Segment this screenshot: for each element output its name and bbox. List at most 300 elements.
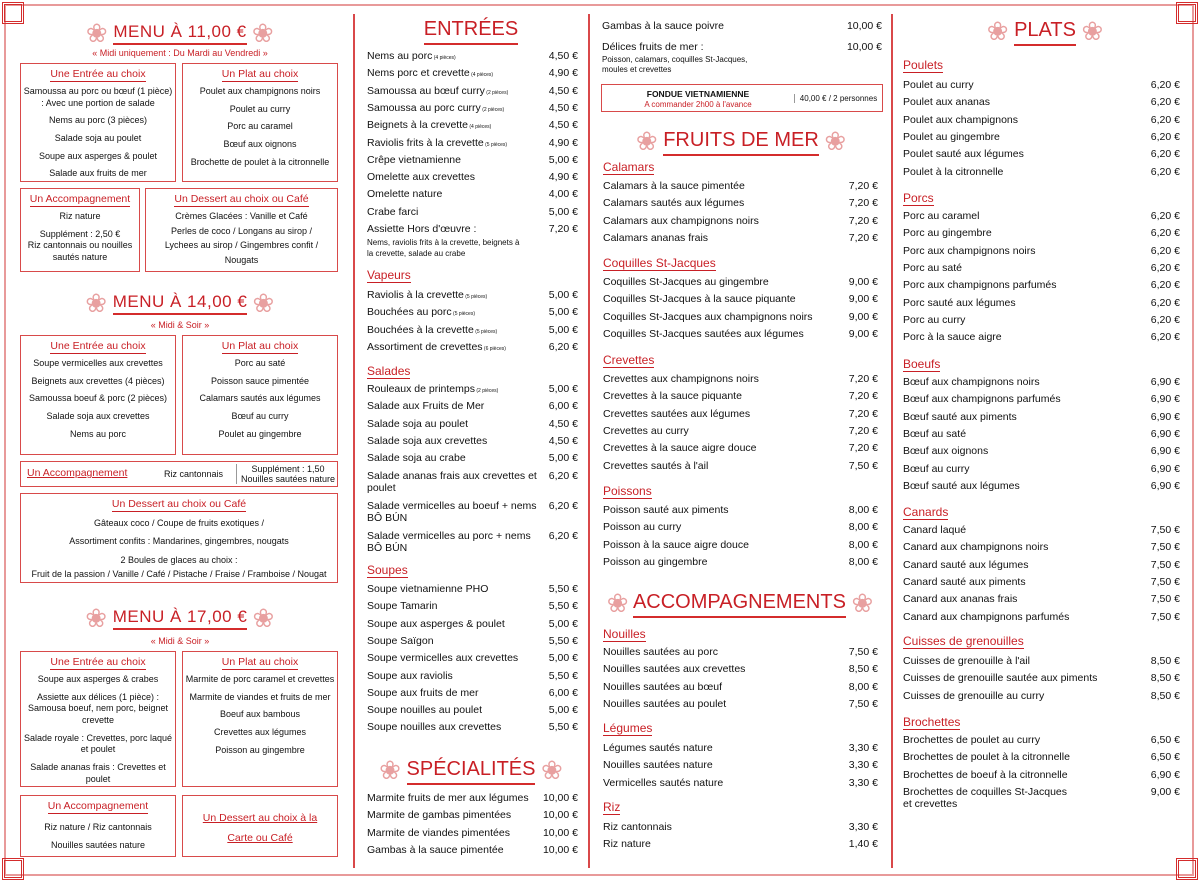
item-price: 7,20 € — [848, 214, 878, 227]
item-name: Bœuf sauté aux légumes — [903, 479, 1020, 492]
item-price: 6,20 € — [1150, 313, 1180, 326]
menu-item: 2 Boules de glaces au choix : — [120, 555, 238, 566]
item-name: Bœuf sauté aux piments — [903, 410, 1017, 423]
plats-title: ❀ PLATS ❀ — [986, 16, 1104, 46]
box-title: Un Accompagnement — [27, 467, 128, 479]
menu-item: Poulet au curry — [229, 103, 291, 114]
item-name: Calamars sautés aux légumes — [603, 197, 745, 210]
item-price: 6,20 € — [548, 500, 578, 512]
item-name: Samoussa au porc curry (2 pièces) — [367, 101, 505, 114]
menu17-subtitle: « Midi & Soir » — [150, 636, 210, 646]
item-name: Salade vermicelles au boeuf + nems BÔ BÚN — [367, 500, 537, 524]
item-name: Nems porc et crevette (4 pièces) — [367, 67, 494, 80]
item-name: Raviolis frits à la crevette (5 pièces) — [367, 136, 508, 149]
item-name: Nouilles sautées au poulet — [603, 697, 727, 710]
menu-item: Porc au caramel — [227, 121, 293, 132]
item-price: 6,20 € — [548, 530, 578, 542]
item-price: 6,90 € — [1150, 410, 1180, 423]
menu11-title: ❀ MENU À 11,00 € ❀ — [85, 18, 275, 48]
item-name: Soupe aux fruits de mer — [367, 686, 479, 699]
lotus-icon: ❀ — [251, 18, 275, 48]
item-price: 4,90 € — [548, 136, 578, 149]
item-name: Bœuf au saté — [903, 427, 967, 440]
menu-item: Calamars sautés aux légumes — [199, 393, 321, 404]
item-price: 6,20 € — [1150, 279, 1180, 292]
item-price: 6,20 € — [1150, 331, 1180, 344]
item-price: 7,20 € — [848, 180, 878, 192]
menu-item: Salade royale : Crevettes, porc laqué et poulet — [23, 732, 173, 755]
box-title: Un Dessert au choix ou Café — [111, 498, 247, 510]
box-title: Un Accompagnement — [29, 193, 131, 205]
box-title: Un Dessert au choix ou Café — [174, 193, 309, 205]
item-price: 8,50 € — [848, 663, 878, 676]
item-name: Riz cantonnais — [603, 821, 672, 833]
item-name: Canard sauté aux légumes — [903, 558, 1029, 571]
item-name: Soupe vermicelles aux crevettes — [367, 652, 519, 665]
menu11-entree-box — [20, 63, 176, 182]
item-name: Nems au porc (4 pièces) — [367, 50, 456, 62]
item-name: Salade ananas frais aux crevettes et poulet — [367, 470, 537, 494]
lotus-icon: ❀ — [85, 18, 109, 48]
assiette-description: Nems, raviolis frits à la crevette, beignets à la crevette, salade au crabe — [367, 238, 520, 258]
menu-item: Salade soja au poulet — [54, 133, 142, 144]
item-name: Bouchées au porc (5 pièces) — [367, 306, 475, 319]
fondue-title: FONDUE VIETNAMIENNE — [646, 89, 750, 99]
fruits-de-mer-title: ❀ FRUITS DE MER ❀ — [635, 126, 847, 156]
item-price: 6,20 € — [548, 340, 578, 353]
lotus-icon: ❀ — [379, 755, 401, 785]
menu-item: Bœuf aux oignons — [223, 139, 297, 150]
item-price: 4,00 € — [548, 188, 578, 201]
menu-item: Nougats — [224, 255, 259, 266]
item-quantity: (5 pièces) — [451, 311, 475, 318]
item-name: Bœuf aux champignons noirs — [903, 376, 1040, 388]
item-name: Brochettes de poulet au curry — [903, 734, 1041, 746]
item-price: 8,50 € — [1150, 655, 1180, 667]
item-price: 5,50 € — [548, 669, 578, 682]
menu11-plat-box — [182, 63, 338, 182]
box-title: Une Entrée au choix — [50, 656, 146, 668]
menu14-dessert-box — [20, 493, 338, 583]
item-name: Soupe nouilles aux crevettes — [367, 721, 502, 734]
item-quantity: (2 pièces) — [484, 89, 509, 96]
menu-item: Samoussa boeuf & porc (2 pièces) — [28, 393, 168, 404]
item-name: Bœuf aux champignons parfumés — [903, 393, 1061, 406]
item-price: 7,50 € — [1150, 558, 1180, 571]
item-price: 6,20 € — [1150, 113, 1180, 126]
item-name: Crêpe vietnamienne — [367, 153, 461, 166]
item-quantity: (4 pièces) — [467, 124, 492, 131]
item-price: 8,00 € — [848, 680, 878, 693]
item-price: 6,90 € — [1150, 462, 1180, 475]
item-name: Coquilles St-Jacques à la sauce piquante — [603, 293, 796, 306]
lotus-icon: ❀ — [252, 288, 275, 318]
menu-item: Riz cantonnais ou nouilles sautés nature — [27, 240, 133, 263]
lotus-icon: ❀ — [851, 588, 874, 618]
menu-item: Poulet au gingembre — [218, 428, 302, 439]
item-name: Vermicelles sautés nature — [603, 776, 724, 789]
item-price: 5,00 € — [548, 704, 578, 717]
item-name: Coquilles St-Jacques au gingembre — [603, 276, 769, 288]
category-crevettes: Crevettes — [603, 353, 655, 367]
item-price: 9,00 € — [848, 327, 878, 340]
item-price: 4,50 € — [548, 101, 578, 114]
item-name: Bœuf au curry — [903, 462, 970, 475]
menu-item: Soupe vermicelles aux crevettes — [33, 358, 163, 368]
item-price: 1,40 € — [848, 838, 878, 851]
item-price: 5,00 € — [548, 383, 578, 395]
category-soupes: Soupes — [367, 563, 408, 577]
menu-item: Riz nature / Riz cantonnais — [44, 822, 152, 832]
menu11-subtitle: « Midi uniquement : Du Mardi au Vendredi » — [92, 48, 268, 58]
item-price: 5,50 € — [548, 600, 578, 613]
item-price: 10,00 € — [542, 809, 578, 822]
item-price: 6,20 € — [1150, 96, 1180, 109]
menu-item: Poisson sauce pimentée — [210, 375, 310, 386]
item-name: Canard laqué — [903, 524, 967, 536]
category-grenouilles: Cuisses de grenouilles — [903, 634, 1024, 648]
category-boeufs: Boeufs — [903, 357, 941, 371]
item-name: Crevettes à la sauce piquante — [603, 390, 742, 403]
menu-item: Nems au porc (3 pièces) — [48, 115, 148, 126]
item-price: 6,20 € — [1150, 130, 1180, 143]
item-price: 5,00 € — [548, 323, 578, 336]
fondue-note: A commander 2h00 à l'avance — [644, 100, 752, 109]
box-title: Un Plat au choix — [221, 340, 299, 352]
item-name: Nouilles sautées au bœuf — [603, 680, 723, 693]
item-name: Soupe aux asperges & poulet — [367, 617, 505, 630]
category-nouilles: Nouilles — [603, 627, 646, 641]
menu17-title: ❀ MENU À 17,00 € ❀ — [85, 603, 275, 633]
menu-item: Riz nature — [59, 211, 101, 221]
item-quantity: (4 pièces) — [469, 72, 494, 79]
accompagnements-title: ❀ ACCOMPAGNEMENTS ❀ — [606, 588, 874, 618]
menu-item: Salade soja aux crevettes — [46, 411, 150, 422]
item-name: Poulet au curry — [903, 79, 974, 91]
item-name: Poisson à la sauce aigre douce — [603, 538, 749, 551]
item-price: 9,00 € — [848, 276, 878, 288]
item-price: 6,00 € — [548, 686, 578, 699]
item-name: Nouilles sautées aux crevettes — [603, 663, 746, 676]
item-price: 6,90 € — [1150, 479, 1180, 492]
category-poissons: Poissons — [603, 484, 652, 498]
item-price: 6,90 € — [1150, 768, 1180, 781]
menu-item: Riz cantonnais — [164, 469, 224, 479]
menu-item: Lychees au sirop / Gingembres confit / — [164, 240, 319, 251]
menu-item: Bœuf au curry — [231, 411, 289, 422]
item-price: 7,20 € — [848, 407, 878, 420]
item-price: 4,90 € — [548, 171, 578, 184]
menu17-dessert-box — [182, 795, 338, 857]
item-name: Crabe farci — [367, 205, 419, 218]
item-name: Canard aux ananas frais — [903, 593, 1018, 606]
menu-item: Boeuf aux bambous — [219, 709, 301, 720]
item-name: Poulet au gingembre — [903, 130, 1000, 143]
item-name: Poisson sauté aux piments — [603, 504, 729, 516]
item-price: 3,30 € — [848, 821, 878, 833]
box-title: Une Entrée au choix — [50, 340, 146, 352]
item-name: Beignets à la crevette (4 pièces) — [367, 119, 492, 132]
item-price: 5,00 € — [548, 205, 578, 218]
item-name: Salade aux Fruits de Mer — [367, 400, 485, 413]
item-price: 6,20 € — [1150, 210, 1180, 222]
item-name: Cuisses de grenouille au curry — [903, 689, 1045, 702]
item-name: Salade soja aux crevettes — [367, 434, 488, 447]
menu-item: Soupe aux asperges & poulet — [38, 150, 158, 161]
item-price: 8,50 € — [1150, 672, 1180, 685]
item-name: Porc au curry — [903, 313, 966, 326]
item-price: 7,50 € — [848, 646, 878, 658]
item-name: Cuisses de grenouille à l'ail — [903, 655, 1030, 667]
lotus-icon: ❀ — [606, 588, 629, 618]
menu-item: Nouilles sautées nature — [50, 839, 146, 850]
item-name: Marmite de gambas pimentées — [367, 809, 512, 822]
item-price: 6,90 € — [1150, 427, 1180, 440]
item-name: Bouchées à la crevette (5 pièces) — [367, 323, 498, 336]
menu-item: Supplément : 2,50 € — [39, 228, 121, 239]
category-canards: Canards — [903, 505, 949, 519]
menu-item: Porc au saté — [234, 358, 286, 368]
item-price: 6,90 € — [1150, 445, 1180, 458]
item-price: 10,00 € — [542, 792, 578, 804]
category-coquilles: Coquilles St-Jacques — [603, 256, 716, 270]
item-name: Riz nature — [603, 838, 651, 851]
item-price: 7,50 € — [1150, 575, 1180, 588]
menu17-plat-box — [182, 651, 338, 787]
item-price: 6,20 € — [1150, 165, 1180, 178]
item-price: 4,50 € — [548, 417, 578, 430]
menu-item: Poisson au gingembre — [215, 744, 305, 755]
item-price: 6,20 € — [1150, 296, 1180, 309]
menu11-dessert-box — [145, 188, 338, 272]
menu14-subtitle: « Midi & Soir » — [150, 320, 210, 330]
item-price: 5,00 € — [548, 617, 578, 630]
item-price: 5,00 € — [548, 652, 578, 665]
item-name: Porc sauté aux légumes — [903, 296, 1016, 309]
menu-item: Supplément : 1,50 Nouilles sautées nature — [236, 464, 335, 484]
item-price: 7,50 € — [1150, 524, 1180, 536]
fondue-box — [601, 84, 883, 112]
menu-item: Assortiment confits : Mandarines, gingembres, nougats — [69, 535, 289, 546]
menu-item: Crèmes Glacées : Vanille et Café — [175, 211, 308, 221]
item-price: 7,20 € — [848, 197, 878, 210]
category-vapeurs: Vapeurs — [367, 268, 411, 282]
menu-item: Brochette de poulet à la citronnelle — [190, 156, 330, 167]
item-price: 6,20 € — [548, 470, 578, 482]
item-quantity: (5 pièces) — [473, 328, 498, 335]
item-price: 4,50 € — [548, 434, 578, 447]
column-divider-3 — [891, 14, 893, 868]
item-price: 7,20 € — [848, 424, 878, 437]
menu-row — [367, 500, 578, 524]
item-price: 6,20 € — [1150, 244, 1180, 257]
category-calamars: Calamars — [603, 160, 655, 174]
menu-item: Samoussa au porc ou bœuf (1 pièce) : Avec une portion de salade — [23, 86, 173, 108]
item-name: Calamars ananas frais — [603, 231, 709, 244]
delices-description: Poisson, calamars, coquilles St-Jacques, moules et crevettes — [602, 55, 748, 74]
item-name: Canard aux champignons parfumés — [903, 610, 1070, 623]
item-name: Crevettes sautés à l'ail — [603, 459, 709, 472]
item-price: 6,20 € — [1150, 79, 1180, 91]
menu-item: Salade aux fruits de mer — [49, 168, 147, 179]
item-name: Calamars à la sauce pimentée — [603, 180, 745, 192]
lotus-icon: ❀ — [824, 126, 847, 156]
item-price: 5,00 € — [548, 306, 578, 319]
item-name: Coquilles St-Jacques aux champignons noirs — [603, 310, 813, 323]
category-poulets: Poulets — [903, 58, 944, 72]
corner-ornament-bl — [2, 858, 24, 880]
item-name: Rouleaux de printemps (2 pièces) — [367, 383, 499, 395]
item-quantity: (4 pièces) — [432, 55, 456, 61]
item-price: 8,50 € — [1150, 689, 1180, 702]
menu-item: Poulet aux champignons noirs — [199, 86, 321, 96]
item-price: 7,20 € — [848, 442, 878, 455]
item-name: Poulet aux ananas — [903, 96, 990, 109]
item-name: Gambas à la sauce pimentée — [367, 843, 504, 856]
item-price: 7,20 € — [848, 373, 878, 385]
menu-item: Marmite de porc caramel et crevettes — [185, 674, 335, 684]
menu-item: Gâteaux coco / Coupe de fruits exotiques / — [93, 518, 265, 528]
item-name: Cuisses de grenouille sautée aux piments — [903, 672, 1098, 685]
item-name: Porc aux champignons parfumés — [903, 279, 1057, 292]
item-name: Assortiment de crevettes (6 pièces) — [367, 340, 506, 353]
item-name: Porc à la sauce aigre — [903, 331, 1002, 344]
item-price: 5,00 € — [548, 289, 578, 301]
category-porcs: Porcs — [903, 191, 934, 205]
item-name: Poisson au curry — [603, 521, 682, 534]
item-price: 6,20 € — [1150, 227, 1180, 240]
menu17-entree-box — [20, 651, 176, 787]
item-price: 7,20 € — [848, 390, 878, 403]
item-price: 6,50 € — [1150, 734, 1180, 746]
menu-item: Soupe aux asperges & crabes — [37, 674, 159, 684]
item-price: 9,00 € — [848, 310, 878, 323]
lotus-icon: ❀ — [1081, 16, 1104, 46]
item-name: Brochettes de boeuf à la citronnelle — [903, 768, 1068, 781]
item-price: 5,50 € — [548, 583, 578, 595]
item-price: 5,50 € — [548, 634, 578, 647]
item-price: 4,90 € — [548, 67, 578, 80]
item-name: Marmite fruits de mer aux légumes — [367, 792, 529, 804]
menu-item: Fruit de la passion / Vanille / Café / Pistache / Fraise / Framboise / Nougat — [31, 569, 327, 580]
item-price: 7,50 € — [1150, 610, 1180, 623]
lotus-icon: ❀ — [85, 603, 108, 633]
menu-row — [367, 530, 578, 554]
item-price: 7,50 € — [848, 459, 878, 472]
item-name: Légumes sautés nature — [603, 742, 713, 754]
item-price: 3,30 € — [848, 759, 878, 772]
item-name: Salade soja au poulet — [367, 417, 468, 430]
item-price: 6,20 € — [1150, 148, 1180, 161]
item-name: Poulet à la citronnelle — [903, 165, 1004, 178]
box-title: Un Plat au choix — [221, 68, 299, 80]
item-price: 7,50 € — [1150, 593, 1180, 606]
item-name: Porc au gingembre — [903, 227, 992, 240]
menu14-accomp-box — [20, 461, 338, 487]
item-price: 8,00 € — [848, 555, 878, 568]
item-name: Salade vermicelles au porc + nems BÔ BÚN — [367, 530, 531, 554]
category-riz: Riz — [603, 800, 621, 814]
menu-item: Crevettes aux légumes — [213, 727, 307, 738]
item-price: 4,50 € — [548, 119, 578, 132]
item-price: 5,00 € — [548, 452, 578, 465]
item-price: 5,00 € — [548, 153, 578, 166]
item-quantity: (5 pièces) — [463, 294, 488, 300]
item-name: Calamars aux champignons noirs — [603, 214, 759, 227]
item-name: Soupe nouilles au poulet — [367, 704, 483, 717]
item-name: Nouilles sautées nature — [603, 759, 713, 772]
item-name: Crevettes à la sauce aigre douce — [603, 442, 757, 455]
menu14-plat-box — [182, 335, 338, 455]
item-name: Omelette nature — [367, 188, 443, 201]
item-price: 4,50 € — [548, 50, 578, 62]
item-price: 6,90 € — [1150, 393, 1180, 406]
item-price: 10,00 € — [542, 843, 578, 856]
item-quantity: (2 pièces) — [474, 388, 499, 394]
column-divider-1 — [353, 14, 355, 868]
item-name: Canard sauté aux piments — [903, 575, 1026, 588]
menu-item: Beignets aux crevettes (4 pièces) — [31, 375, 165, 386]
item-price: 7,50 € — [848, 697, 878, 710]
lotus-icon: ❀ — [986, 16, 1009, 46]
item-name: Porc au caramel — [903, 210, 980, 222]
item-name: Porc aux champignons noirs — [903, 244, 1036, 257]
lotus-icon: ❀ — [85, 288, 108, 318]
lotus-icon: ❀ — [635, 126, 658, 156]
menu14-entree-box — [20, 335, 176, 455]
item-price: 8,00 € — [848, 521, 878, 534]
menu-row — [367, 470, 578, 494]
item-quantity: (5 pièces) — [483, 141, 508, 148]
item-price: 4,50 € — [548, 84, 578, 97]
lotus-icon: ❀ — [541, 755, 563, 785]
box-title: Une Entrée au choix — [50, 68, 146, 80]
item-name: Poulet sauté aux légumes — [903, 148, 1024, 161]
item-price: 10,00 € — [542, 826, 578, 839]
lotus-icon: ❀ — [252, 603, 275, 633]
item-price: 7,50 € — [1150, 541, 1180, 554]
column-divider-2 — [588, 14, 590, 868]
menu-item: Assiette aux délices (1 pièce) : Samousa boeuf, nem porc, beignet crevette — [27, 691, 169, 726]
menu14-title: ❀ MENU À 14,00 € ❀ — [85, 288, 275, 318]
item-price: 8,00 € — [848, 538, 878, 551]
item-name: Porc au saté — [903, 261, 962, 274]
box-title: Un Accompagnement — [47, 800, 149, 812]
item-price: 6,50 € — [1150, 751, 1180, 764]
item-price: 6,00 € — [548, 400, 578, 413]
item-name: Marmite de viandes pimentées — [367, 826, 510, 839]
item-name: Crevettes sautées aux légumes — [603, 407, 751, 420]
item-name: Soupe aux raviolis — [367, 669, 453, 682]
item-name: Samoussa au bœuf curry (2 pièces) — [367, 84, 509, 97]
item-name: Brochettes de poulet à la citronnelle — [903, 751, 1070, 764]
item-name: Bœuf aux oignons — [903, 445, 989, 458]
item-name: Raviolis à la crevette (5 pièces) — [367, 289, 488, 301]
menu-item: Perles de coco / Longans au sirop / — [170, 225, 313, 236]
category-brochettes: Brochettes — [903, 715, 961, 729]
item-price: 8,00 € — [848, 504, 878, 516]
menu-item: Nems au porc — [69, 428, 127, 439]
item-price: 6,90 € — [1150, 376, 1180, 388]
item-name: Poisson au gingembre — [603, 555, 708, 568]
corner-ornament-br — [1176, 858, 1198, 880]
item-price: 3,30 € — [848, 742, 878, 754]
item-name: Salade soja au crabe — [367, 452, 466, 465]
item-quantity: (2 pièces) — [480, 106, 505, 113]
item-name: Nouilles sautées au porc — [603, 646, 718, 658]
item-name: Soupe Tamarin — [367, 600, 438, 613]
item-quantity: (6 pièces) — [482, 345, 506, 352]
